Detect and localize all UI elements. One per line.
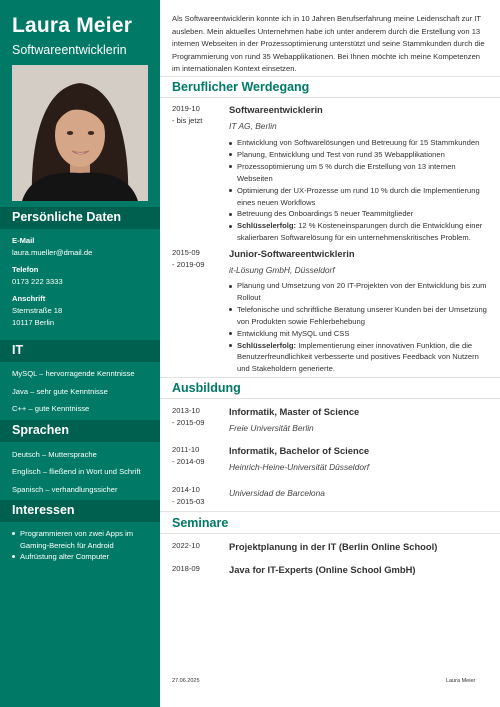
job-bullet: Schlüsselerfolg: Implementierung einer innovativen Funktion, die die Benutzerfreundlichkeit verbesserte und positives Feedback von Nutzern und Stakeholdern generierte.	[229, 340, 491, 376]
seminar-title: Java for IT-Experts (Online School GmbH)	[229, 564, 416, 575]
section-education: Ausbildung	[172, 381, 241, 395]
job-date-end: - bis jetzt	[172, 116, 203, 125]
job-bullets	[229, 280, 491, 375]
job-bullet: Betreuung des Onboardings 5 neuer Teammitglieder	[229, 208, 491, 220]
edu-date-end: - 2015-03	[172, 497, 205, 506]
job-bullet: Telefonische und schriftliche Beratung unserer Kunden bei der Umsetzung von Produkten sowie Fehlerbehebung	[229, 304, 491, 328]
job-title: Junior-Softwareentwicklerin	[229, 248, 355, 259]
job-company: it-Lösung GmbH, Düsseldorf	[229, 265, 335, 275]
interest-item: Aufrüstung alter Computer	[12, 551, 156, 563]
phone-value: 0173 222 3333	[12, 277, 63, 286]
email-value[interactable]: laura.mueller@dmail.de	[12, 248, 93, 257]
phone-label: Telefon	[12, 265, 39, 274]
language-item: Deutsch – Muttersprache	[12, 450, 97, 459]
edu-date-end: - 2014-09	[172, 457, 205, 466]
edu-school: Universidad de Barcelona	[229, 488, 325, 498]
divider	[160, 97, 500, 98]
job-bullet: Entwicklung mit MySQL und CSS	[229, 328, 491, 340]
edu-school: Heinrich-Heine-Universität Düsseldorf	[229, 462, 370, 472]
section-languages: Sprachen	[0, 420, 160, 442]
job-bullet: Planung, Entwicklung und Test von rund 35 Webapplikationen	[229, 149, 491, 161]
job-bullet: Prozessoptimierung um 5 % durch die Erstellung von 13 internen Webseiten	[229, 161, 491, 185]
edu-school: Freie Universität Berlin	[229, 423, 314, 433]
divider	[160, 76, 500, 77]
it-skill: Java – sehr gute Kenntnisse	[12, 387, 108, 396]
footer-date: 27.06.2025	[172, 678, 200, 684]
profile-photo	[12, 65, 148, 201]
edu-degree: Informatik, Master of Science	[229, 406, 360, 417]
candidate-role: Softwareentwicklerin	[12, 43, 127, 57]
section-experience: Beruflicher Werdegang	[172, 80, 310, 94]
divider	[160, 398, 500, 399]
seminar-date: 2018-09	[172, 564, 200, 573]
candidate-name: Laura Meier	[12, 14, 133, 37]
job-bullet: Planung und Umsetzung von 20 IT-Projekten von der Entwicklung bis zum Rollout	[229, 280, 491, 304]
address-line2: 10117 Berlin	[12, 318, 55, 327]
language-item: Englisch – fließend in Wort und Schrift	[12, 467, 141, 476]
seminar-date: 2022-10	[172, 541, 200, 550]
email-label: E-Mail	[12, 236, 35, 245]
language-item: Spanisch – verhandlungssicher	[12, 485, 118, 494]
job-date-start: 2015-09	[172, 248, 200, 257]
divider	[160, 377, 500, 378]
sidebar	[0, 0, 160, 707]
divider	[160, 511, 500, 512]
portrait-illustration	[12, 65, 148, 201]
edu-degree: Informatik, Bachelor of Science	[229, 445, 370, 456]
section-seminars: Seminare	[172, 516, 229, 530]
interests-list	[12, 528, 156, 563]
section-it: IT	[0, 340, 160, 362]
edu-date-end: - 2015-09	[172, 418, 205, 427]
job-title: Softwareentwicklerin	[229, 104, 323, 115]
interest-item: Programmieren von zwei Apps im Gaming-Bereich für Android	[12, 528, 156, 551]
job-bullet: Entwicklung von Softwarelösungen und Betreuung für 15 Stammkunden	[229, 137, 491, 149]
divider	[160, 533, 500, 534]
job-bullets	[229, 137, 491, 244]
job-company: IT AG, Berlin	[229, 121, 277, 131]
seminar-title: Projektplanung in der IT (Berlin Online School)	[229, 541, 438, 552]
edu-date-start: 2014-10	[172, 485, 200, 494]
job-bullet: Schlüsselerfolg: 12 % Kosteneinsparungen durch die Entwicklung einer skalierbaren Softwarelösung für ein unternehmenskritisches Problem.	[229, 220, 491, 244]
address-line1: Sternstraße 18	[12, 306, 63, 315]
main-content	[160, 0, 500, 707]
it-skill: C++ – gute Kenntnisse	[12, 404, 90, 413]
section-personal-data: Persönliche Daten	[0, 207, 160, 229]
section-interests: Interessen	[0, 500, 160, 522]
job-bullet: Optimierung der UX-Prozesse um rund 10 % durch die Implementierung eines neuen Workflows	[229, 185, 491, 209]
footer-name: Laura Meier	[446, 678, 476, 684]
job-date-start: 2019-10	[172, 104, 200, 113]
edu-date-start: 2013-10	[172, 406, 200, 415]
edu-date-start: 2011-10	[172, 445, 200, 454]
profile-summary: Als Softwareentwicklerin konnte ich in 10 Jahren Berufserfahrung meine Leidenschaft zur IT ausleben. Mein aktuelles Unternehmen habe ich unter anderem durch die Erstellung von 13 internen Webseiten in der Prozessoptimierung unterstützt und seine Stammkunden durch die Programmierung von rund 35 Webapplikationen. Bei Ihnen möchte ich meine Kompetenzen im internationalen Kontext einsetzen.	[172, 14, 485, 74]
address-label: Anschrift	[12, 294, 46, 303]
it-skill: MySQL – hervorragende Kenntnisse	[12, 369, 135, 378]
job-date-end: - 2019-09	[172, 260, 205, 269]
